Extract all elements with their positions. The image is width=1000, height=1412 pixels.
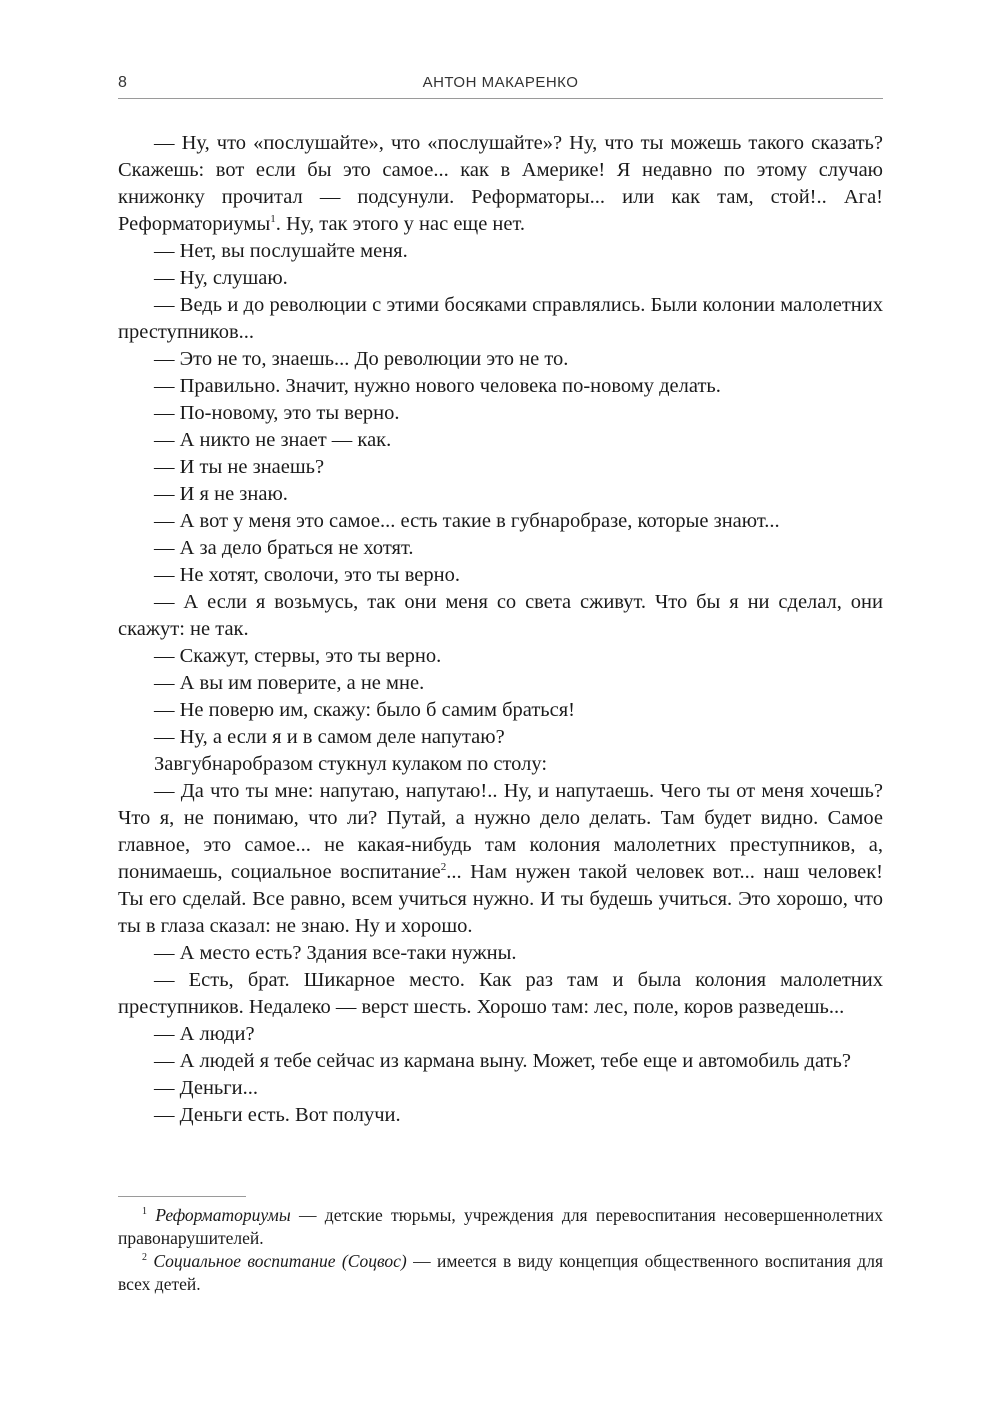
paragraph [118,697,883,724]
paragraph [118,940,883,967]
footnote-definition: — имеется в виду концепция общественного воспитания для всех детей. [118,1251,883,1294]
paragraph [118,589,883,643]
paragraph-text: — Скажут, стервы, это ты верно. [154,645,442,667]
footnote [118,1204,883,1250]
paragraph-text-continued: . Ну, так этого у нас еще нет. [275,213,526,235]
paragraph [118,1102,883,1129]
paragraph [118,238,883,265]
running-title: АНТОН МАКАРЕНКО [422,74,579,91]
paragraph-text: — А никто не знает — как. [154,429,392,451]
footnote-divider [118,1196,246,1197]
paragraph [118,643,883,670]
paragraph-text: — Ну, что «послушайте», что «послушайте»? Ну, что ты можешь такого сказать? Скажешь: вот если бы это самое... как в Америке! Я недавно по этому случаю книжонку прочитал — подсунули. Реформаторы... или как там, стой!.. Ага! Реформаториумы [118,132,883,235]
paragraph-text: — Есть, брат. Шикарное место. Как раз там и была колония малолетних преступников. Недалеко — верст шесть. Хорошо там: лес, поле, коров разведешь... [118,969,883,1018]
paragraph-text: — Деньги есть. Вот получи. [154,1104,401,1126]
paragraph-text: — А если я возьмусь, так они меня со света сживут. Что бы я ни сделал, они скажут: не так. [118,591,883,640]
paragraph-text: Завгубнаробразом стукнул кулаком по столу: [154,753,548,775]
footnote-term: Социальное воспитание (Соцвос) [153,1251,407,1271]
footnote-ref[interactable]: 1 [270,213,276,226]
paragraph-text: — Не хотят, сволочи, это ты верно. [154,564,460,586]
paragraph-text: — Правильно. Значит, нужно нового человека по-новому делать. [154,375,721,397]
paragraph-text: — Не поверю им, скажу: было б самим браться! [154,699,575,721]
paragraph [118,670,883,697]
paragraph [118,454,883,481]
paragraph [118,481,883,508]
paragraph [118,1048,883,1075]
paragraph [118,373,883,400]
paragraph [118,1075,883,1102]
paragraph-text: — Деньги... [154,1077,259,1099]
footnotes [118,1204,883,1296]
paragraph [118,562,883,589]
paragraph-text: — А вот у меня это самое... есть такие в губнаробразе, которые знают... [154,510,780,532]
paragraph-text: — Нет, вы послушайте меня. [154,240,408,262]
paragraph-text: — А вы им поверите, а не мне. [154,672,425,694]
page-number: 8 [118,74,127,91]
paragraph-text: — Да что ты мне: напутаю, напутаю!.. Ну, и напутаешь. Чего ты от меня хочешь? Что я, не понимаю, что ли? Путай, а нужно дело делать. Там будет видно. Самое главное, это самое... не какая-нибудь там колония малолетних преступников, а, понимаешь, социальное воспитание [118,780,883,883]
footnote-number: 1 [142,1206,147,1218]
footnote-ref[interactable]: 2 [440,861,447,874]
paragraph [118,508,883,535]
paragraph-text: — А место есть? Здания все-таки нужны. [154,942,517,964]
paragraph-text: — А за дело браться не хотят. [154,537,414,559]
paragraph [118,400,883,427]
footnote-number: 2 [142,1252,147,1264]
paragraph [118,265,883,292]
paragraph [118,724,883,751]
paragraph [118,427,883,454]
paragraph-text: — И я не знаю. [154,483,288,505]
footnote-definition: — детские тюрьмы, учреждения для перевоспитания несовершеннолетних правонарушителей. [118,1205,883,1248]
paragraph-text: — Это не то, знаешь... До революции это не то. [154,348,569,370]
paragraph [118,292,883,346]
paragraph-text: — По-новому, это ты верно. [154,402,400,424]
paragraph-text: — А люди? [154,1023,255,1045]
footnote-term: Реформаториумы [155,1205,291,1225]
body-text [118,130,883,1129]
paragraph [118,346,883,373]
paragraph [118,967,883,1021]
paragraph-text: — Ну, слушаю. [154,267,288,289]
paragraph [118,1021,883,1048]
paragraph-text: — И ты не знаешь? [154,456,325,478]
paragraph-text: — А людей я тебе сейчас из кармана выну. Может, тебе еще и автомобиль дать? [154,1050,851,1072]
paragraph [118,535,883,562]
footnote [118,1250,883,1296]
page-header [118,72,883,99]
paragraph-text-continued: ... Нам нужен такой человек вот... наш человек! Ты его сделай. Все равно, всем учиться нужно. И ты будешь учиться. Это хорошо, что ты в глаза сказал: не знаю. Ну и хорошо. [118,861,884,937]
paragraph [118,751,883,778]
paragraph-text: — Ведь и до революции с этими босяками справлялись. Были колонии малолетних преступников... [118,294,883,343]
paragraph [118,778,883,940]
paragraph [118,130,883,238]
paragraph-text: — Ну, а если я и в самом деле напутаю? [154,726,505,748]
